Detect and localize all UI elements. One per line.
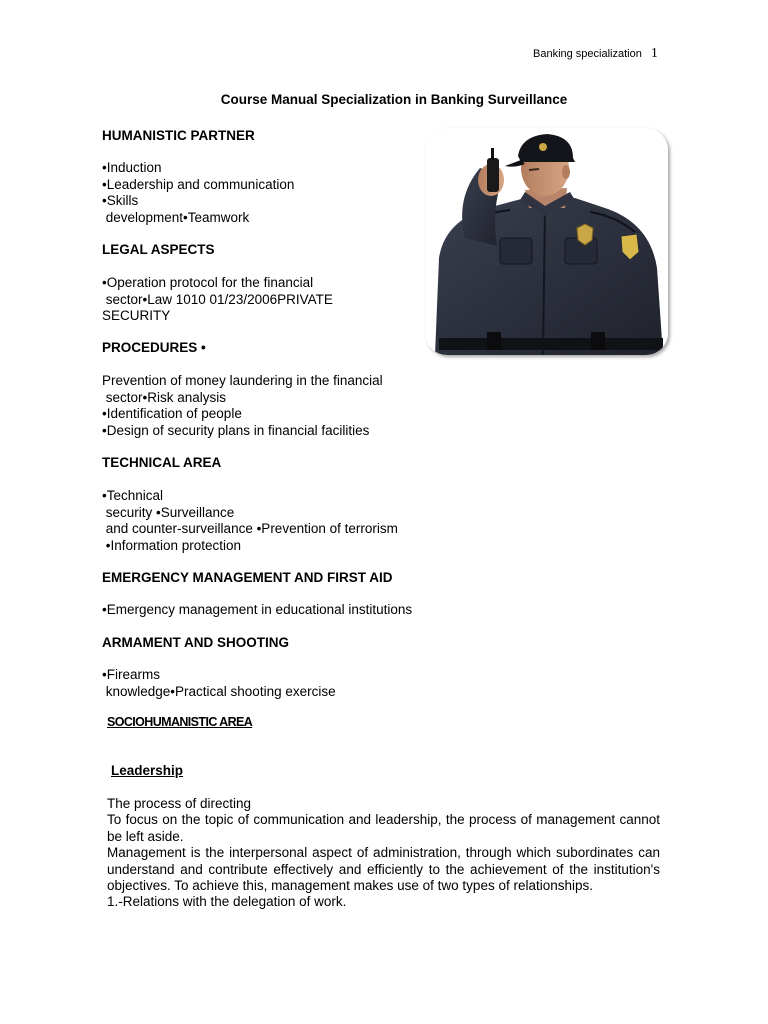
heading-legal-aspects: LEGAL ASPECTS	[102, 242, 215, 257]
list-item: sector•Risk analysis	[102, 389, 227, 405]
paragraph-relations-delegation: 1.-Relations with the delegation of work.	[107, 894, 347, 909]
list-procedures	[102, 373, 383, 439]
list-armament-shooting	[102, 667, 336, 700]
list-legal-aspects	[102, 275, 333, 325]
list-humanistic-partner	[102, 160, 294, 226]
heading-sociohumanistic-area: SOCIOHUMANISTIC AREA	[107, 715, 253, 729]
page-number: 1	[650, 46, 658, 61]
list-item: •Operation protocol for the financial	[102, 275, 314, 290]
list-item: •Leadership and communication	[102, 176, 295, 192]
list-item: •Identification of people	[102, 406, 242, 421]
document-title: Course Manual Specialization in Banking Surveillance	[220, 92, 568, 107]
security-guard-illustration	[425, 128, 668, 355]
list-item: and counter-surveillance •Prevention of terrorism	[102, 521, 398, 536]
list-item: Prevention of money laundering in the financial	[102, 373, 383, 388]
list-technical-area	[102, 488, 398, 554]
list-emergency-management	[102, 602, 412, 619]
heading-leadership: Leadership	[111, 763, 184, 778]
heading-procedures: PROCEDURES •	[102, 340, 206, 355]
heading-emergency-management: EMERGENCY MANAGEMENT AND FIRST AID	[102, 570, 393, 585]
list-item: sector•Law 1010 01/23/2006PRIVATE	[102, 291, 333, 307]
running-title: Banking specialization	[533, 48, 642, 60]
list-item: •Design of security plans in financial facilities	[102, 422, 370, 438]
list-item: •Emergency management in educational institutions	[102, 602, 413, 617]
heading-armament-shooting: ARMAMENT AND SHOOTING	[102, 635, 289, 650]
list-item: •Firearms	[102, 667, 160, 682]
list-item: •Technical	[102, 488, 164, 503]
list-item: development•Teamwork	[102, 209, 250, 225]
list-item: security •Surveillance	[102, 504, 235, 520]
list-item: •Induction	[102, 160, 162, 175]
heading-humanistic-partner: HUMANISTIC PARTNER	[102, 128, 255, 143]
list-item: •Skills	[102, 193, 139, 208]
paragraph-process-directing: The process of directing	[107, 796, 252, 811]
list-item: SECURITY	[102, 308, 171, 323]
paragraph-management-definition: Management is the interpersonal aspect of administration, through which subordinates can understand and contribute effectively and efficiently to the achievement of the institution's objectives. To achieve this, management makes use of two types of relationships.	[107, 845, 660, 893]
list-item: •Information protection	[102, 537, 242, 553]
list-item: knowledge•Practical shooting exercise	[102, 683, 336, 699]
paragraph-focus-topic: To focus on the topic of communication and leadership, the process of management cannot be left aside.	[107, 812, 660, 844]
heading-technical-area: TECHNICAL AREA	[102, 455, 222, 470]
security-guard-photo	[425, 128, 668, 355]
running-header	[533, 46, 658, 62]
